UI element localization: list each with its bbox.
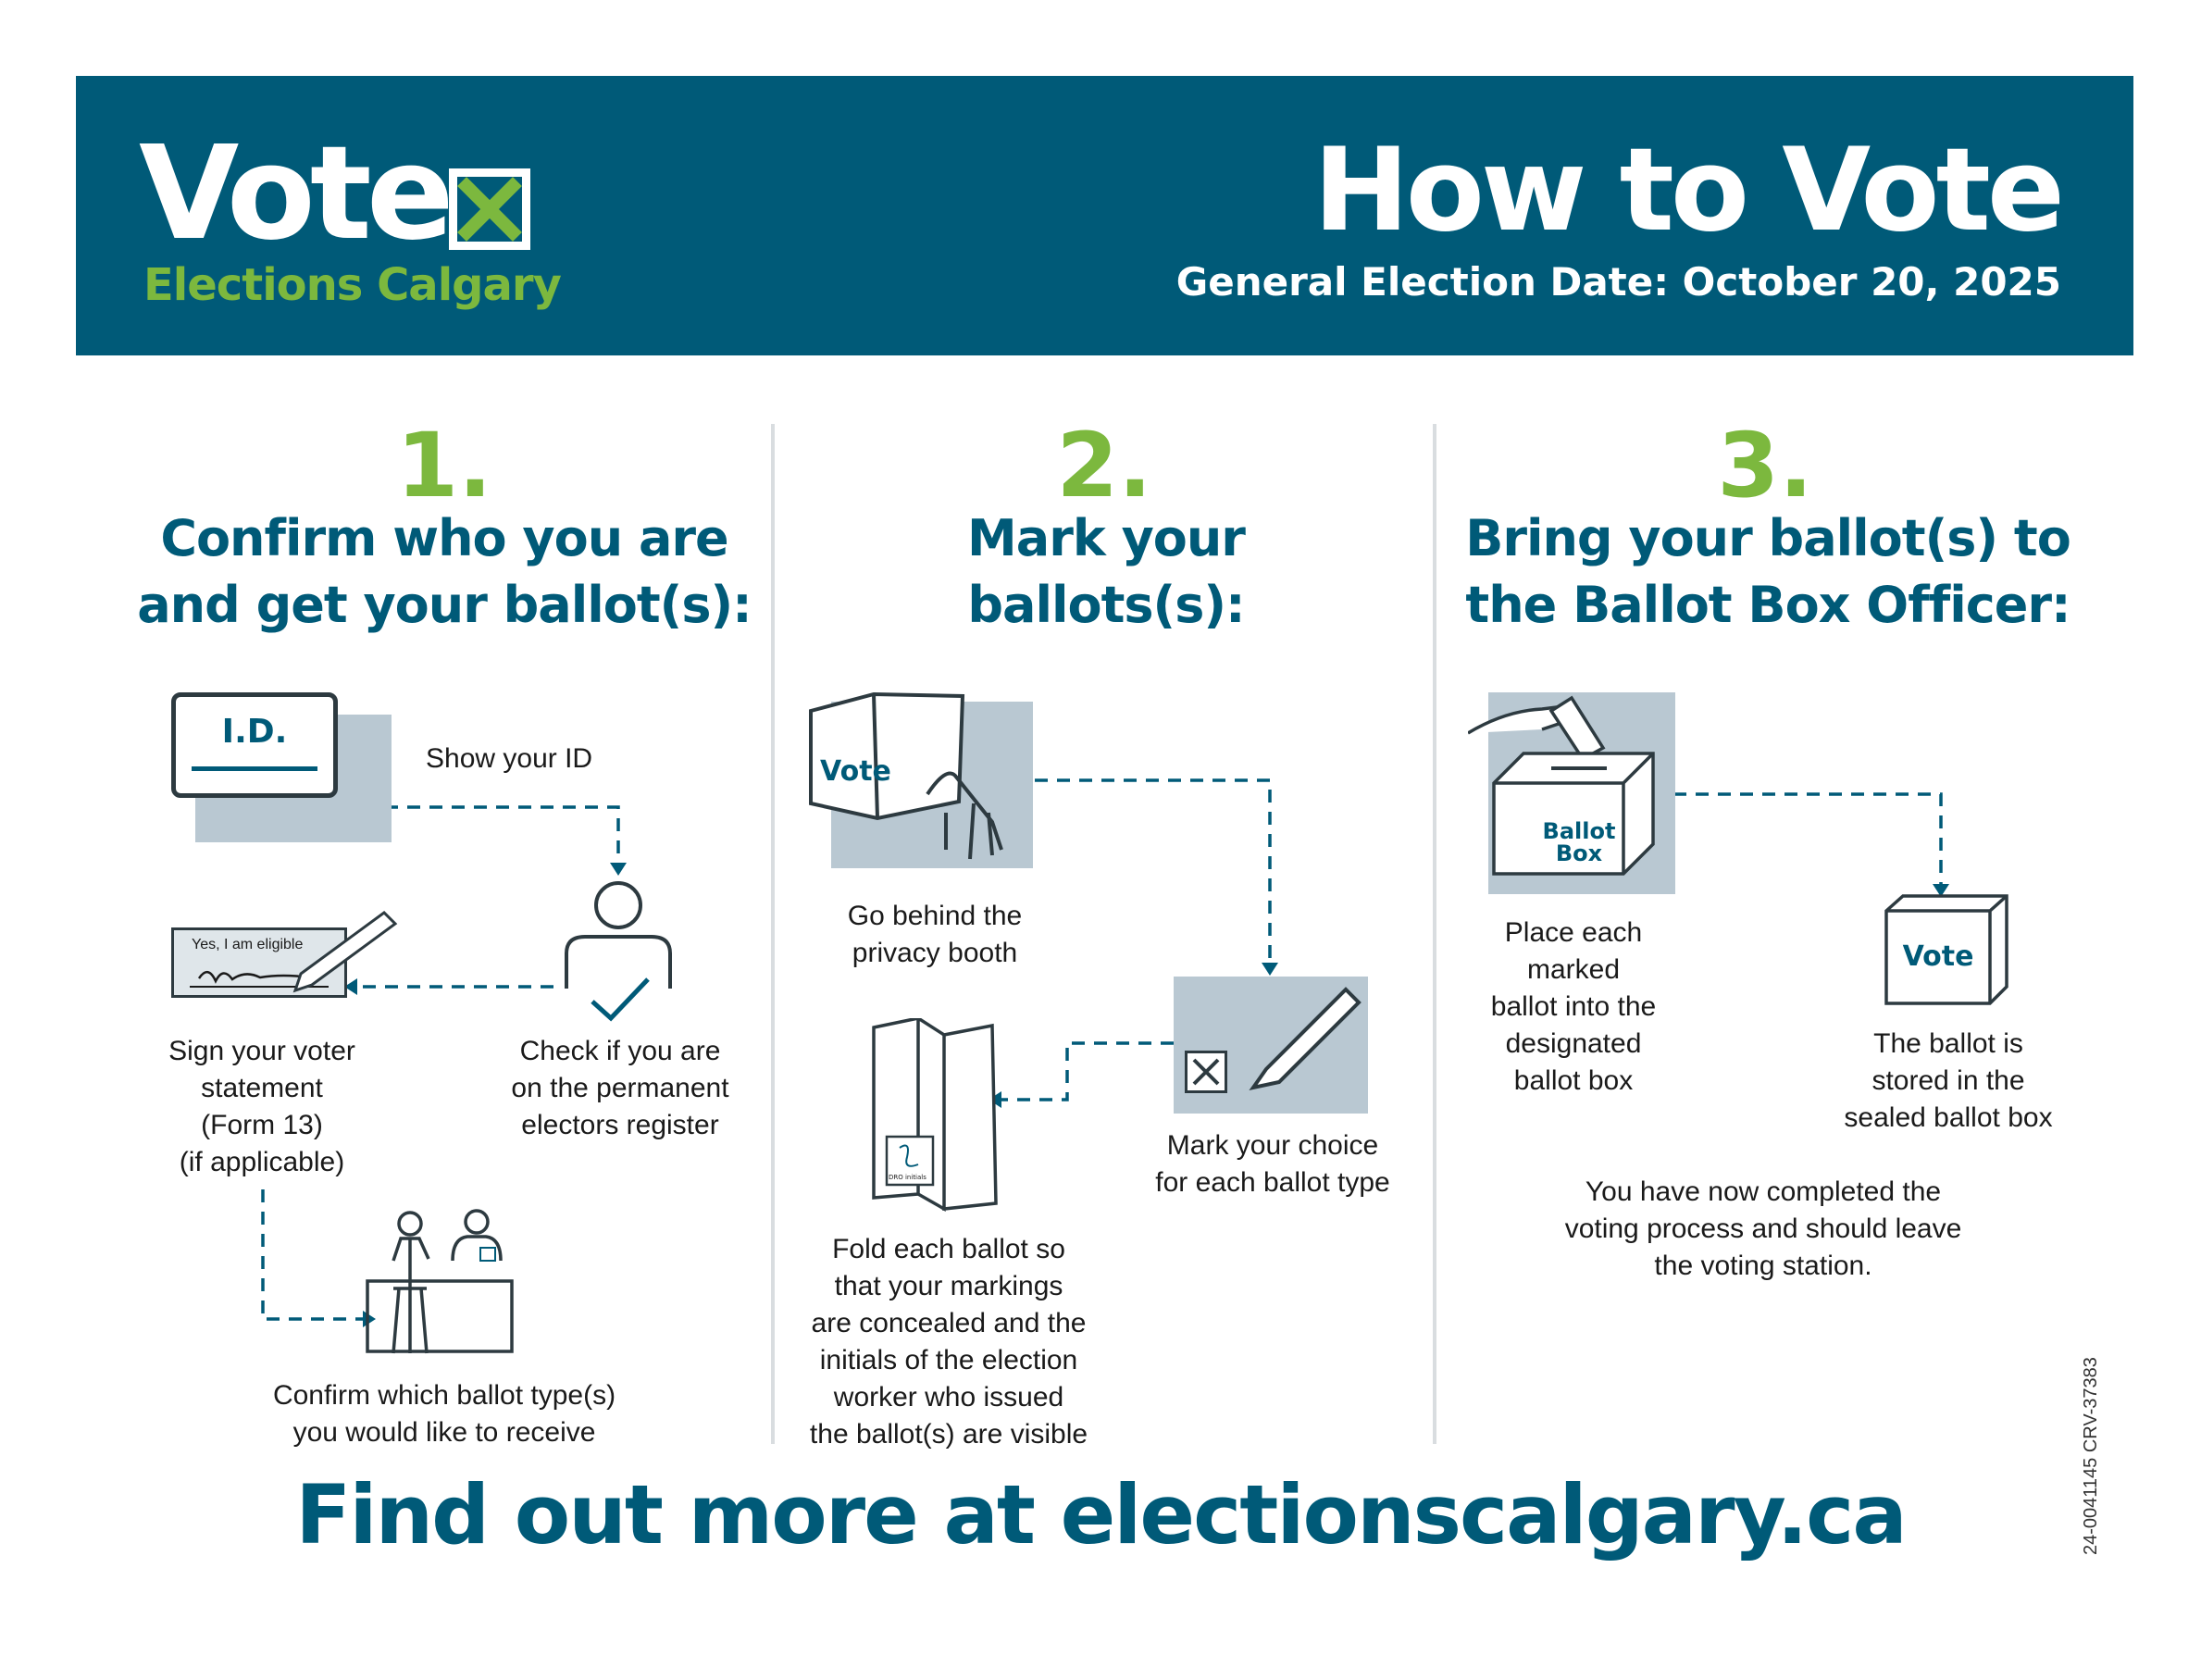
page-title: How to Vote — [1312, 124, 2061, 257]
caption-line: Sign your voter — [168, 1036, 355, 1066]
person-check-icon — [555, 879, 685, 1027]
caption-line: Confirm which ballot type(s) — [272, 1380, 616, 1411]
caption-line: designated — [1505, 1028, 1642, 1059]
sign-statement-caption — [139, 1033, 385, 1181]
ballot-box-label-line: Ballot — [1542, 818, 1616, 844]
booth-vote-label: Vote — [820, 755, 891, 788]
ballot-box-label-line: Box — [1555, 840, 1603, 866]
signature-form-icon — [171, 909, 403, 1018]
id-card-icon — [171, 692, 393, 842]
step-1-title-line: and get your ballot(s): — [137, 576, 752, 634]
caption-line: Fold each ballot so — [832, 1234, 1065, 1264]
initials-label: DRO initials — [889, 1174, 926, 1181]
confirm-ballot-caption — [185, 1377, 703, 1451]
step-3-number: 3. — [1717, 414, 1813, 517]
caption-line: privacy booth — [852, 938, 1018, 968]
caption-line: electors register — [521, 1110, 719, 1140]
sealed-box-vote-label: Vote — [1902, 940, 1974, 973]
ballot-box-icon — [1468, 692, 1676, 894]
step-2-title — [796, 505, 1416, 639]
step-2-number: 2. — [1056, 414, 1152, 517]
step-3-title — [1449, 505, 2087, 639]
step-2-title-line: Mark your — [967, 509, 1245, 567]
show-id-caption: Show your ID — [426, 743, 593, 774]
caption-line: sealed ballot box — [1844, 1102, 2053, 1133]
caption-line: voting process and should leave — [1564, 1213, 1962, 1244]
step-3-title-line: the Ballot Box Officer: — [1465, 576, 2070, 634]
caption-line: are concealed and the — [811, 1308, 1087, 1338]
caption-line: You have now completed the — [1585, 1176, 1942, 1207]
caption-line: statement — [201, 1073, 323, 1103]
caption-line: on the permanent — [511, 1073, 729, 1103]
caption-line: marked — [1526, 954, 1621, 985]
caption-line: Go behind the — [847, 901, 1023, 931]
completion-message — [1499, 1174, 2027, 1285]
form-eligible-text: Yes, I am eligible — [192, 937, 304, 952]
document-code: 24-0041145 CRV-37383 — [2081, 1357, 2101, 1555]
caption-line: Mark your choice — [1166, 1130, 1379, 1161]
step-1-title-line: Confirm who you are — [160, 509, 728, 567]
mark-ballot-icon — [1174, 977, 1368, 1114]
ballot-box-label — [1533, 820, 1625, 865]
caption-line: ballot box — [1513, 1065, 1634, 1096]
step-3-title-line: Bring your ballot(s) to — [1465, 509, 2070, 567]
caption-line: the ballot(s) are visible — [809, 1419, 1088, 1450]
step-1-number: 1. — [396, 414, 492, 517]
sealed-ballot-box-icon — [1884, 894, 2009, 1007]
caption-line: initials of the election — [819, 1345, 1078, 1375]
caption-line: for each ballot type — [1155, 1167, 1390, 1198]
caption-line: worker who issued — [833, 1382, 1064, 1412]
logo-vote-word: Vote — [139, 118, 449, 269]
logo-subtitle: Elections Calgary — [143, 259, 561, 311]
stored-ballot-caption — [1805, 1026, 2092, 1137]
caption-line: Check if you are — [519, 1036, 721, 1066]
election-worker-desk-icon — [366, 1205, 532, 1363]
caption-line: Place each — [1504, 917, 1643, 948]
caption-line: (if applicable) — [179, 1147, 345, 1177]
mark-choice-caption — [1129, 1127, 1416, 1201]
fold-ballot-caption — [791, 1231, 1106, 1453]
caption-line: (Form 13) — [201, 1110, 323, 1140]
caption-line: that your markings — [834, 1271, 1063, 1301]
election-date: General Election Date: October 20, 2025 — [1175, 259, 2061, 305]
place-ballot-caption — [1453, 915, 1694, 1100]
folded-ballot-icon — [870, 1018, 1000, 1213]
check-register-caption — [481, 1033, 759, 1144]
caption-line: you would like to receive — [292, 1417, 596, 1448]
caption-line: The ballot is — [1873, 1028, 2023, 1059]
id-card-label: I.D. — [221, 713, 288, 751]
privacy-booth-caption — [801, 898, 1069, 972]
caption-line: stored in the — [1871, 1065, 2025, 1096]
caption-line: ballot into the — [1490, 991, 1657, 1022]
step-2-title-line: ballots(s): — [967, 576, 1245, 634]
caption-line: the voting station. — [1654, 1251, 1872, 1281]
privacy-booth-icon — [807, 692, 1038, 877]
footer-website-link[interactable]: Find out more at electionscalgary.ca — [295, 1467, 1906, 1562]
